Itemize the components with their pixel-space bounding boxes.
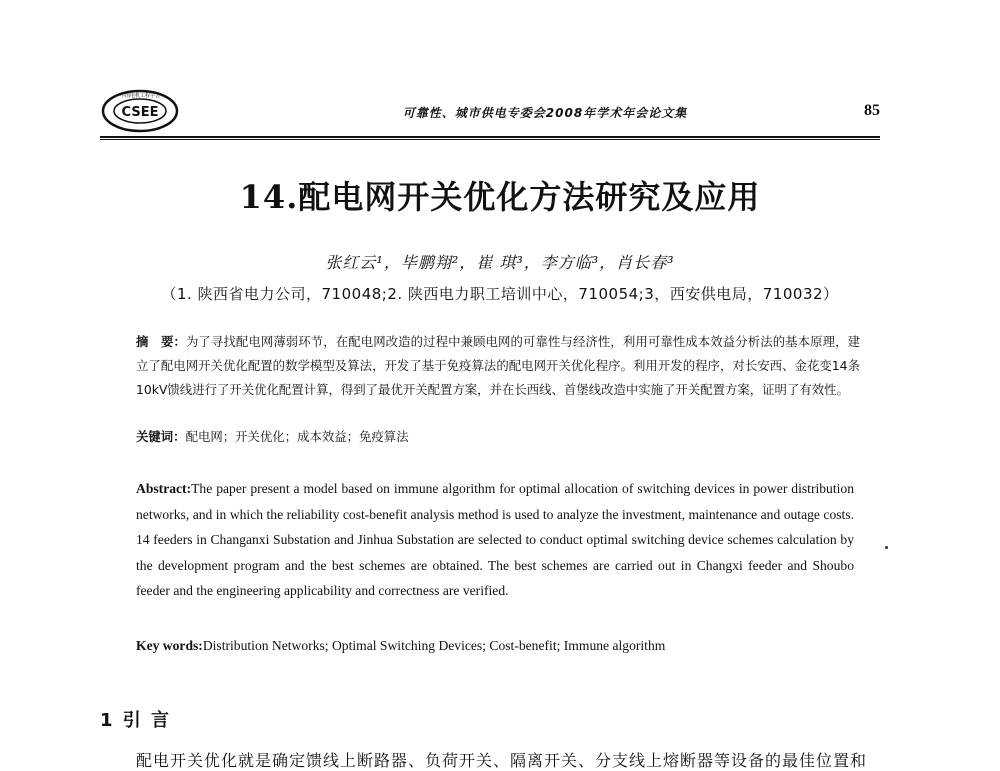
csee-logo (100, 88, 180, 134)
section-heading-introduction: 1 引 言 (100, 710, 172, 731)
abstract-cn-label: 摘 要： (136, 334, 186, 349)
keywords-cn-text: 配电网；开关优化；成本效益；免疫算法 (185, 429, 409, 444)
page-number: 85 (864, 102, 880, 119)
abstract-en (136, 476, 854, 604)
keywords-cn-label: 关键词： (136, 429, 186, 444)
affiliations: （1. 陕西省电力公司，710048;2. 陕西电力职工培训中心，710054;3，西安供电局，710032） (161, 285, 839, 303)
abstract-en-text: The paper present a model based on immune algorithm for optimal allocation of switching devices in power distribution networks, and in which the reliability cost-benefit analysis method is used to analyze the investment, maintenance and outage costs. 14 feeders in Changanxi Substation and Jinhua Substation are selected to conduct optimal switching device schemes calculation by the development program and the best schemes are obtained. The best schemes are carried out in Changxi feeder and Shoubo feeder and the engineering applicability and correctness are verified. (136, 481, 854, 599)
scan-speck (885, 546, 888, 549)
header-rule-thin (100, 139, 880, 140)
keywords-en-text: Distribution Networks; Optimal Switching Devices; Cost-benefit; Immune algorithm (202, 638, 666, 653)
keywords-en-label: Key words: (136, 638, 203, 653)
header-rule-thick (100, 136, 880, 138)
abstract-en-label: Abstract: (136, 481, 192, 496)
logo-ring-text: 中国电机工程学会 (119, 93, 161, 99)
logo-text: CSEE (121, 105, 159, 120)
paper-title: 14.配电网开关优化方法研究及应用 (239, 178, 761, 216)
keywords-en (136, 634, 854, 658)
keywords-cn (136, 426, 860, 448)
body-text-first-line: 配电开关优化就是确定馈线上断路器、负荷开关、隔离开关、分支线上熔断器等设备的最佳位置和 (136, 751, 868, 770)
author-list: 张红云¹，毕鹏翔²，崔 琪³，李方临³，肖长春³ (325, 253, 675, 272)
journal-title: 可靠性、城市供电专委会2008年学术年会论文集 (402, 106, 688, 120)
page-header (100, 88, 880, 140)
abstract-cn (136, 330, 860, 402)
abstract-cn-text: 为了寻找配电网薄弱环节，在配电网改造的过程中兼顾电网的可靠性与经济性，利用可靠性成本效益分析法的基本原理，建立了配电网开关优化配置的数学模型及算法，开发了基于免疫算法的配电网开关优化程序。利用开发的程序，对长安西、金花变14条10kV馈线进行了开关优化配置计算，得到了最优开关配置方案，并在长西线、首堡线改造中实施了开关配置方案，证明了有效性。 (136, 334, 860, 397)
